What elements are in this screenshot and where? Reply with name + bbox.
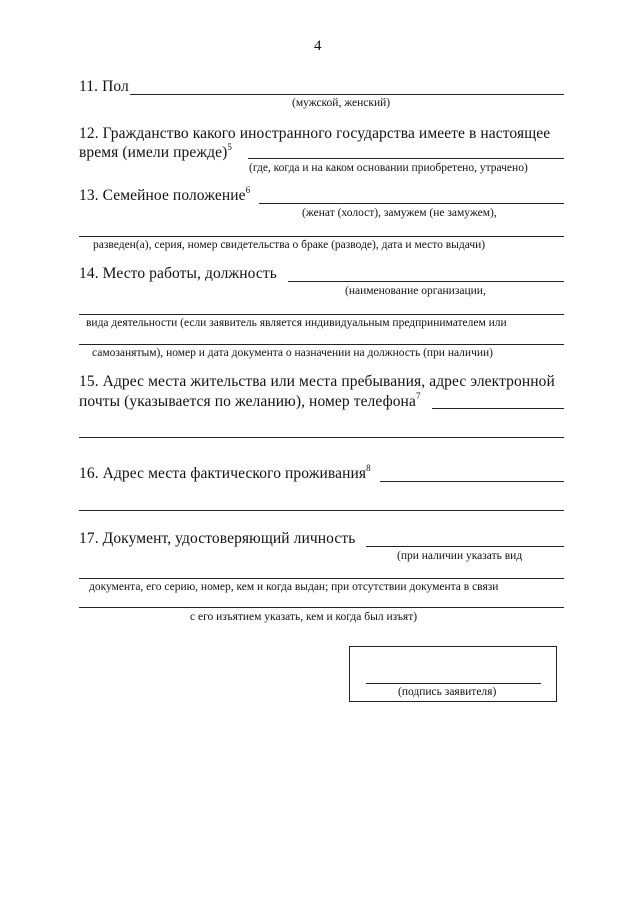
item-12-line1: 12. Гражданство какого иностранного государства имеете в настоящее xyxy=(79,125,551,142)
item-17-field-3[interactable] xyxy=(79,607,564,608)
item-15-line2 xyxy=(79,390,421,411)
footnote-5: 5 xyxy=(227,141,232,152)
item-11-field[interactable] xyxy=(130,94,564,95)
item-14-field-3[interactable] xyxy=(79,344,564,345)
item-14-field[interactable] xyxy=(288,281,564,282)
item-17-label: 17. Документ, удостоверяющий личность xyxy=(79,530,356,547)
item-17-hint-1: (при наличии указать вид xyxy=(397,550,523,562)
item-17-field-2[interactable] xyxy=(79,578,564,579)
item-14-hint-2: вида деятельности (если заявитель является индивидуальным предпринимателем или xyxy=(86,317,507,329)
item-14-hint-1: (наименование организации, xyxy=(345,285,486,297)
item-14-label: 14. Место работы, должность xyxy=(79,265,277,282)
item-14-field-2[interactable] xyxy=(79,314,564,315)
item-12-label: время (имели прежде) xyxy=(79,144,228,161)
item-17-field[interactable] xyxy=(366,546,564,547)
item-13-hint-1: (женат (холост), замужем (не замужем), xyxy=(302,207,497,219)
footnote-8: 8 xyxy=(366,462,371,473)
item-15-label: почты (указывается по желанию), номер телефона xyxy=(79,393,416,410)
item-12-line2 xyxy=(79,141,232,162)
item-13-hint-2: разведен(а), серия, номер свидетельства о браке (разводе), дата и место выдачи) xyxy=(93,239,486,251)
signature-field[interactable] xyxy=(366,683,541,684)
page-number: 4 xyxy=(314,38,322,54)
item-17-hint-3: с его изъятием указать, кем и когда был изъят) xyxy=(190,611,418,623)
item-15-field[interactable] xyxy=(432,408,564,409)
item-17-hint-2: документа, его серию, номер, кем и когда выдан; при отсутствии документа в связи xyxy=(89,581,499,593)
item-13-line xyxy=(79,184,251,205)
item-13-field[interactable] xyxy=(259,203,564,204)
item-16-label: 16. Адрес места фактического проживания xyxy=(79,465,367,482)
item-12-field[interactable] xyxy=(248,158,564,159)
item-14-hint-3: самозанятым), номер и дата документа о назначении на должность (при наличии) xyxy=(92,347,494,359)
item-13-field-2[interactable] xyxy=(79,236,564,237)
item-11-label: 11. Пол xyxy=(79,78,129,95)
item-15-field-2[interactable] xyxy=(79,437,564,438)
signature-hint: (подпись заявителя) xyxy=(398,686,497,698)
footnote-7: 7 xyxy=(415,390,421,401)
item-12-hint: (где, когда и на каком основании приобретено, утрачено) xyxy=(249,162,528,174)
item-15-line1: 15. Адрес места жительства или места пребывания, адрес электронной xyxy=(79,373,555,390)
item-16-line xyxy=(79,462,371,483)
item-11-hint: (мужской, женский) xyxy=(292,97,391,109)
item-16-field-2[interactable] xyxy=(79,510,564,511)
footnote-6: 6 xyxy=(245,184,251,195)
item-16-field[interactable] xyxy=(380,481,564,482)
item-13-label: 13. Семейное положение xyxy=(79,187,246,204)
